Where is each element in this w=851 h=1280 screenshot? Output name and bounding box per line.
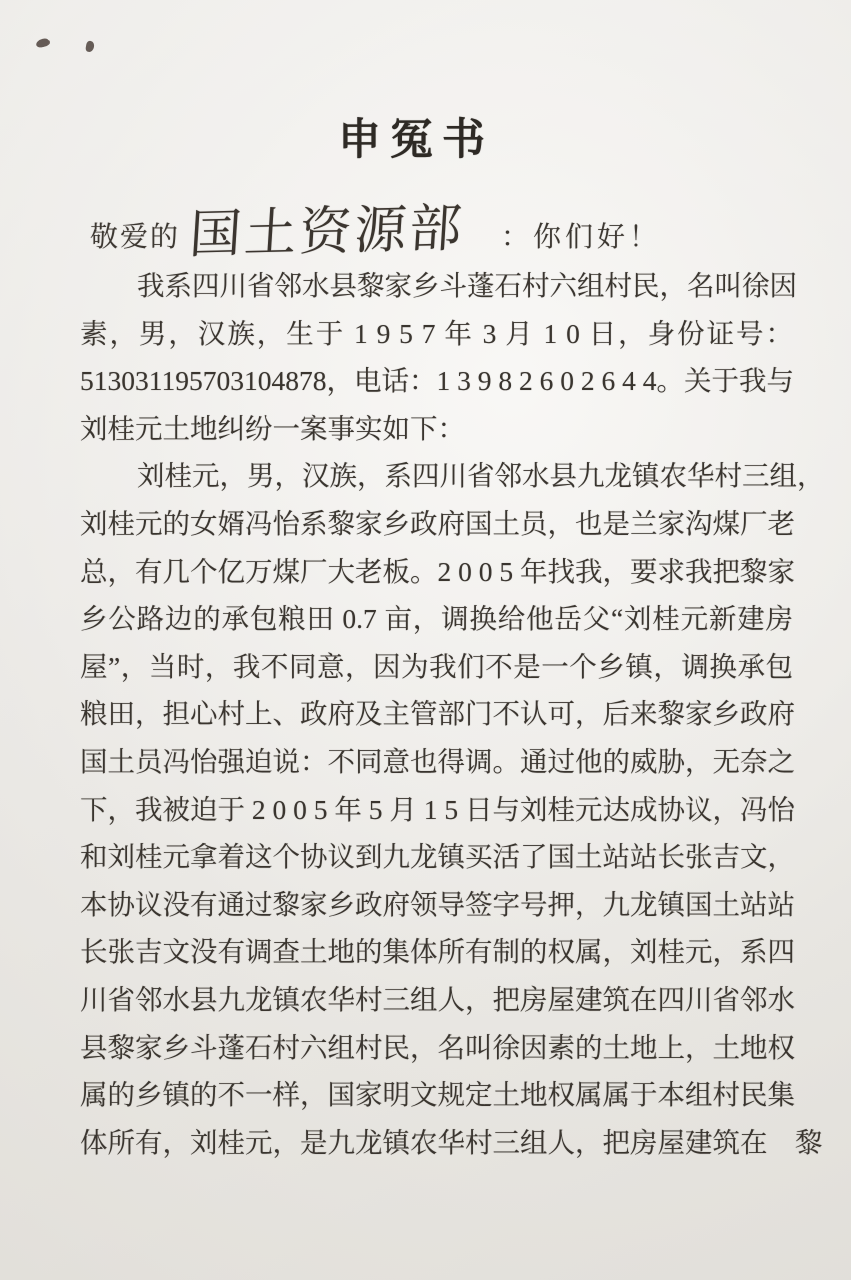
salutation: [90, 186, 662, 265]
body-line: 素，男，汉族，生于 1 9 5 7 年 3 月 1 0 日，身份证号：: [80, 317, 793, 349]
salutation-greeting: ：你们好！: [501, 222, 662, 253]
handwritten-recipient: 国土资源部: [187, 200, 467, 265]
body-line: 下，我被迫于 2 0 0 5 年 5 月 1 5 日与刘桂元达成协议，冯怡: [80, 793, 795, 825]
body-line: 总，有几个亿万煤厂大老板。2 0 0 5 年找我，要求我把黎家: [80, 555, 795, 587]
body-line: 粮田，担心村上、政府及主管部门不认可，后来黎家乡政府: [80, 698, 795, 730]
body-line: 体所有，刘桂元，是九龙镇农华村三组人，把房屋建筑在 黎: [80, 1126, 823, 1158]
body-line: 长张吉文没有调查土地的集体所有制的权属，刘桂元，系四: [80, 936, 795, 968]
document-body: [80, 262, 825, 1166]
body-line: 刘桂元，男，汉族，系四川省邻水县九龙镇农华村三组，: [137, 460, 825, 492]
body-line: 和刘桂元拿着这个协议到九龙镇买活了国土站站长张吉文，: [80, 841, 795, 873]
body-line: 屋”，当时，我不同意，因为我们不是一个乡镇，调换承包: [80, 650, 793, 682]
body-line: 513031195703104878，电话：1 3 9 8 2 6 0 2 6 4 4。关于我与: [80, 365, 794, 397]
body-line: 国土员冯怡强迫说：不同意也得调。通过他的威胁，无奈之: [80, 745, 795, 777]
document-title: 申冤书: [338, 117, 494, 164]
salutation-prefix: 敬爱的: [90, 222, 181, 253]
body-line: 川省邻水县九龙镇农华村三组人，把房屋建筑在四川省邻水: [80, 983, 795, 1015]
body-line: 属的乡镇的不一样，国家明文规定土地权属属于本组村民集: [80, 1079, 795, 1111]
ink-smudge: [85, 40, 95, 52]
body-line: 县黎家乡斗蓬石村六组村民，名叫徐因素的土地上，土地权: [80, 1031, 795, 1063]
ink-smudge: [35, 38, 50, 49]
body-line: 本协议没有通过黎家乡政府领导签字号押，九龙镇国土站站: [80, 888, 795, 920]
body-line: 乡公路边的承包粮田 0.7 亩，调换给他岳父“刘桂元新建房: [80, 603, 793, 635]
body-line: 我系四川省邻水县黎家乡斗蓬石村六组村民，名叫徐因: [137, 270, 797, 301]
body-line: 刘桂元土地纠纷一案事实如下：: [80, 412, 465, 444]
body-line: 刘桂元的女婿冯怡系黎家乡政府国土员，也是兰家沟煤厂老: [80, 507, 795, 539]
